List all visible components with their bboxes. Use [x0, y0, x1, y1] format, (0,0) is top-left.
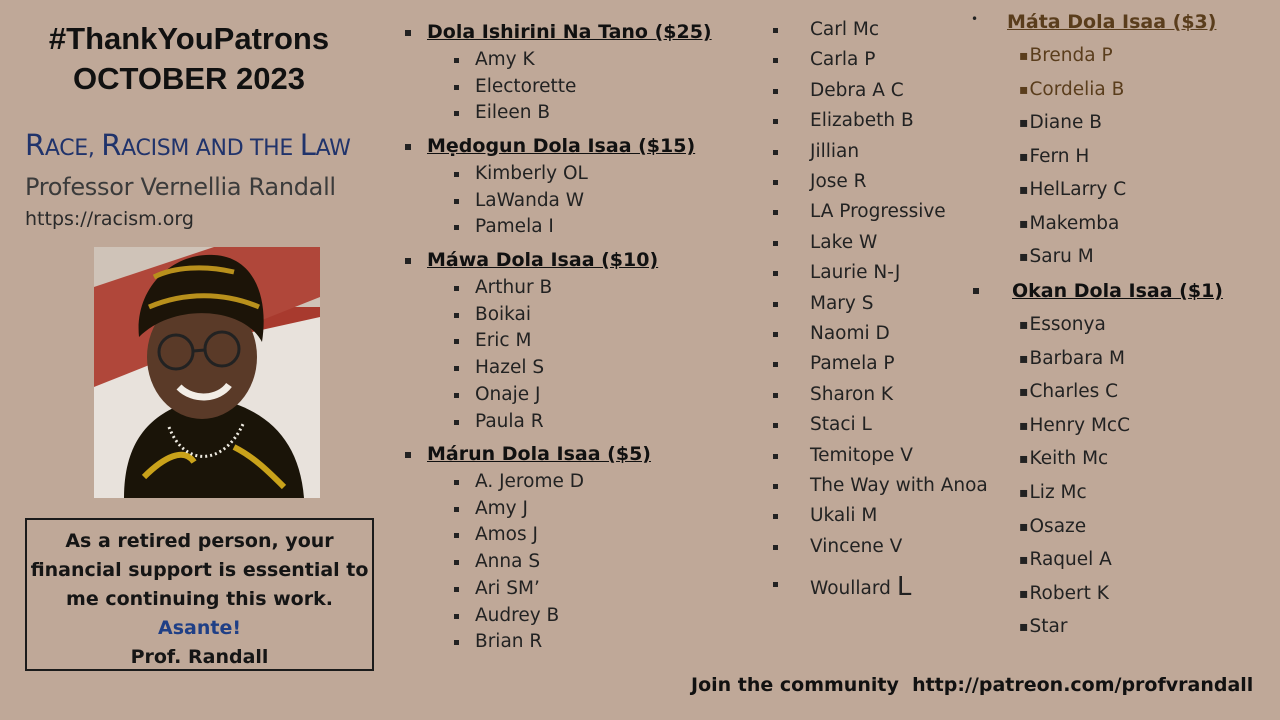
tier-5-member-entry: Carla P: [810, 49, 876, 71]
member-name: Brenda P: [1029, 45, 1113, 66]
tier-25-header: Dola Ishirini Na Tano ($25): [427, 21, 712, 43]
square-bullet-icon: ▪: [1019, 215, 1029, 232]
professor-name: Professor Vernellia Randall: [25, 173, 336, 201]
bullet-icon: [454, 614, 459, 619]
tier-25-member-entry: Electorette: [475, 75, 577, 97]
tier-5-member-entry: Mary S: [810, 292, 874, 314]
member-name: Fern H: [1029, 145, 1090, 167]
tier-15-member-entry: Pamela I: [475, 216, 554, 237]
message-line-1: As a retired person, your: [65, 530, 334, 552]
tier-5-member-entry: LA Progressive: [810, 201, 946, 223]
bullet-icon: [773, 180, 778, 185]
tier-10-member-entry: Boikai: [475, 303, 532, 325]
tier-3-member-entry: [1019, 246, 1094, 267]
bullet-icon: [454, 420, 459, 425]
tier-5-member-entry: Ari SM’: [475, 577, 540, 599]
tier-5-member-entry: Anna S: [475, 551, 541, 573]
tier-3-member-entry: [1019, 45, 1113, 66]
tier-5-member-entry: Staci L: [810, 414, 872, 436]
tier-1-member-entry: [1019, 482, 1087, 503]
tier-5-member-entry: Debra A C: [810, 79, 904, 101]
tier-5-member-entry: Woullard L: [810, 572, 912, 602]
member-name: Osaze: [1029, 515, 1087, 537]
bullet-icon: [773, 58, 778, 63]
bullet-icon: [454, 366, 459, 371]
bullet-icon: [773, 393, 778, 398]
tier-5-member-entry: Vincene V: [810, 535, 903, 557]
tier-10-header: Máwa Dola Isaa ($10): [427, 249, 659, 271]
bullet-icon: [454, 640, 459, 645]
tier-15-member-entry: Kimberly OL: [475, 163, 588, 184]
bullet-icon: [454, 199, 459, 204]
bullet-icon: [773, 150, 778, 155]
bullet-icon: [405, 258, 411, 264]
square-bullet-icon: ▪: [1019, 249, 1029, 265]
member-name: HelLarry C: [1029, 179, 1127, 200]
patreon-link[interactable]: http://patreon.com/profvrandall: [912, 674, 1254, 696]
tier-10-member-entry: Hazel S: [475, 357, 545, 379]
professor-photo: [94, 247, 320, 498]
tier-1-member-entry: [1019, 616, 1067, 637]
square-bullet-icon: ▪: [1019, 417, 1029, 434]
large-initial: L: [896, 572, 912, 602]
bullet-icon: [773, 28, 778, 33]
tier-1-header: Okan Dola Isaa ($1): [1012, 280, 1223, 302]
member-name: Keith Mc: [1029, 448, 1109, 470]
bullet-icon: [773, 514, 778, 519]
bullet-icon: [454, 85, 459, 90]
tier-5-member-entry: Jillian: [810, 140, 860, 162]
bullet-icon: [773, 423, 778, 428]
bullet-icon: [454, 58, 459, 63]
tier-5-member-entry: Lake W: [810, 231, 878, 253]
message-line-2: financial support is essential to: [30, 559, 369, 581]
message-signoff: Prof. Randall: [130, 646, 269, 668]
bullet-icon: [405, 144, 411, 150]
tier-3-member-entry: [1019, 146, 1089, 167]
bullet-icon: [773, 271, 778, 276]
message-line-3: me continuing this work.: [66, 588, 333, 610]
bullet-icon: [454, 172, 459, 177]
member-name: Raquel A: [1029, 549, 1112, 571]
bullet-icon: [454, 560, 459, 565]
member-name: Charles C: [1029, 381, 1119, 403]
tier-1-member-entry: [1019, 314, 1106, 335]
bullet-icon: [773, 582, 778, 587]
tier-1-member-entry: [1019, 583, 1109, 604]
bullet-icon: [405, 452, 411, 458]
bullet-icon: [773, 89, 778, 94]
website-link[interactable]: https://racism.org: [25, 208, 194, 230]
bullet-icon: [773, 362, 778, 367]
square-bullet-icon: ▪: [1019, 81, 1029, 98]
tier-1-member-entry: [1019, 381, 1118, 402]
square-bullet-icon: ▪: [1019, 485, 1029, 501]
tier-10-member-entry: Arthur B: [475, 277, 553, 298]
bullet-icon: [454, 111, 459, 116]
month-title: OCTOBER 2023: [72, 61, 305, 96]
bullet-icon: [973, 288, 979, 294]
member-name: Barbara M: [1029, 347, 1125, 369]
tier-5-member-entry: Jose R: [810, 171, 867, 192]
member-name: Saru M: [1029, 246, 1094, 267]
course-title: RACE, RACISM AND THE LAW: [25, 128, 351, 162]
member-name: Cordelia B: [1029, 78, 1125, 100]
square-bullet-icon: ▪: [1019, 518, 1029, 535]
square-bullet-icon: ▪: [1019, 182, 1029, 198]
bullet-icon: [773, 454, 778, 459]
member-name: Star: [1029, 616, 1068, 638]
tier-3-member-entry: [1019, 112, 1102, 133]
tier-1-member-entry: [1019, 448, 1108, 469]
square-bullet-icon: ▪: [1019, 451, 1029, 468]
tier-5-member-entry: Carl Mc: [810, 19, 880, 40]
tier-5-member-entry: Naomi D: [810, 323, 890, 344]
bullet-icon: [773, 302, 778, 307]
tier-1-member-entry: [1019, 415, 1130, 436]
tier-1-member-entry: [1019, 348, 1125, 369]
tier-5-member-entry: Ukali M: [810, 505, 878, 527]
square-bullet-icon: ▪: [1019, 317, 1029, 333]
square-bullet-icon: ▪: [1019, 148, 1029, 165]
footer-join: Join the community http://patreon.com/profvrandall: [691, 674, 1254, 696]
bullet-icon: [454, 313, 459, 318]
tier-5-member-entry: Brian R: [475, 631, 543, 653]
member-name: Liz Mc: [1029, 482, 1087, 503]
tier-10-member-entry: Paula R: [475, 410, 544, 432]
bullet-icon: [773, 545, 778, 550]
square-bullet-icon: ▪: [1019, 585, 1029, 602]
bullet-dot-icon: •: [971, 12, 979, 26]
member-name: Essonya: [1029, 314, 1106, 335]
bullet-icon: [454, 507, 459, 512]
bullet-icon: [773, 119, 778, 124]
bullet-icon: [773, 241, 778, 246]
tier-5-member-entry: Amy J: [475, 497, 528, 519]
bullet-icon: [454, 286, 459, 291]
square-bullet-icon: ▪: [1019, 619, 1029, 636]
tier-3-member-entry: [1019, 179, 1126, 200]
member-name: Makemba: [1029, 212, 1120, 234]
hashtag-title: #ThankYouPatrons: [48, 21, 330, 56]
tier-5-member-entry: Sharon K: [810, 383, 894, 405]
tier-10-member-entry: Onaje J: [475, 383, 541, 405]
tier-5-member-entry: Audrey B: [475, 604, 560, 626]
member-name: Diane B: [1029, 112, 1102, 133]
tier-3-header: Máta Dola Isaa ($3): [1007, 11, 1217, 33]
tier-25-member-entry: Amy K: [475, 49, 535, 70]
message-thanks: Asante!: [158, 617, 241, 639]
tier-5-member-entry: Pamela P: [810, 353, 895, 375]
square-bullet-icon: ▪: [1019, 552, 1029, 569]
bullet-icon: [454, 587, 459, 592]
bullet-icon: [454, 533, 459, 538]
tier-10-member-entry: Eric M: [475, 330, 532, 352]
bullet-icon: [454, 225, 459, 230]
tier-15-header: Mẹdogun Dola Isaa ($15): [427, 135, 696, 157]
tier-1-member-entry: [1019, 549, 1112, 570]
tier-5-member-entry: The Way with Anoa: [810, 475, 988, 496]
tier-15-member-entry: LaWanda W: [475, 189, 585, 211]
tier-5-member-entry: Elizabeth B: [810, 110, 914, 132]
bullet-icon: [454, 339, 459, 344]
tier-5-member-entry: Laurie N-J: [810, 262, 901, 284]
tier-5-member-entry: A. Jerome D: [475, 471, 584, 492]
tier-5-member-entry: Amos J: [475, 524, 538, 546]
square-bullet-icon: ▪: [1019, 48, 1029, 64]
tier-3-member-entry: [1019, 79, 1124, 100]
square-bullet-icon: ▪: [1019, 350, 1029, 367]
bullet-icon: [454, 393, 459, 398]
bullet-icon: [454, 480, 459, 485]
tier-5-header: Márun Dola Isaa ($5): [427, 443, 651, 465]
bullet-icon: [405, 30, 411, 36]
member-name: Robert K: [1029, 582, 1109, 604]
bullet-icon: [773, 484, 778, 489]
bullet-icon: [773, 210, 778, 215]
member-name: Henry McC: [1029, 414, 1131, 436]
tier-25-member-entry: Eileen B: [475, 102, 551, 123]
square-bullet-icon: ▪: [1019, 115, 1029, 131]
support-message-box: [25, 518, 374, 671]
tier-5-member-entry: Temitope V: [810, 444, 913, 466]
tier-3-member-entry: [1019, 213, 1119, 234]
tier-1-member-entry: [1019, 516, 1086, 537]
square-bullet-icon: ▪: [1019, 384, 1029, 401]
bullet-icon: [773, 332, 778, 337]
